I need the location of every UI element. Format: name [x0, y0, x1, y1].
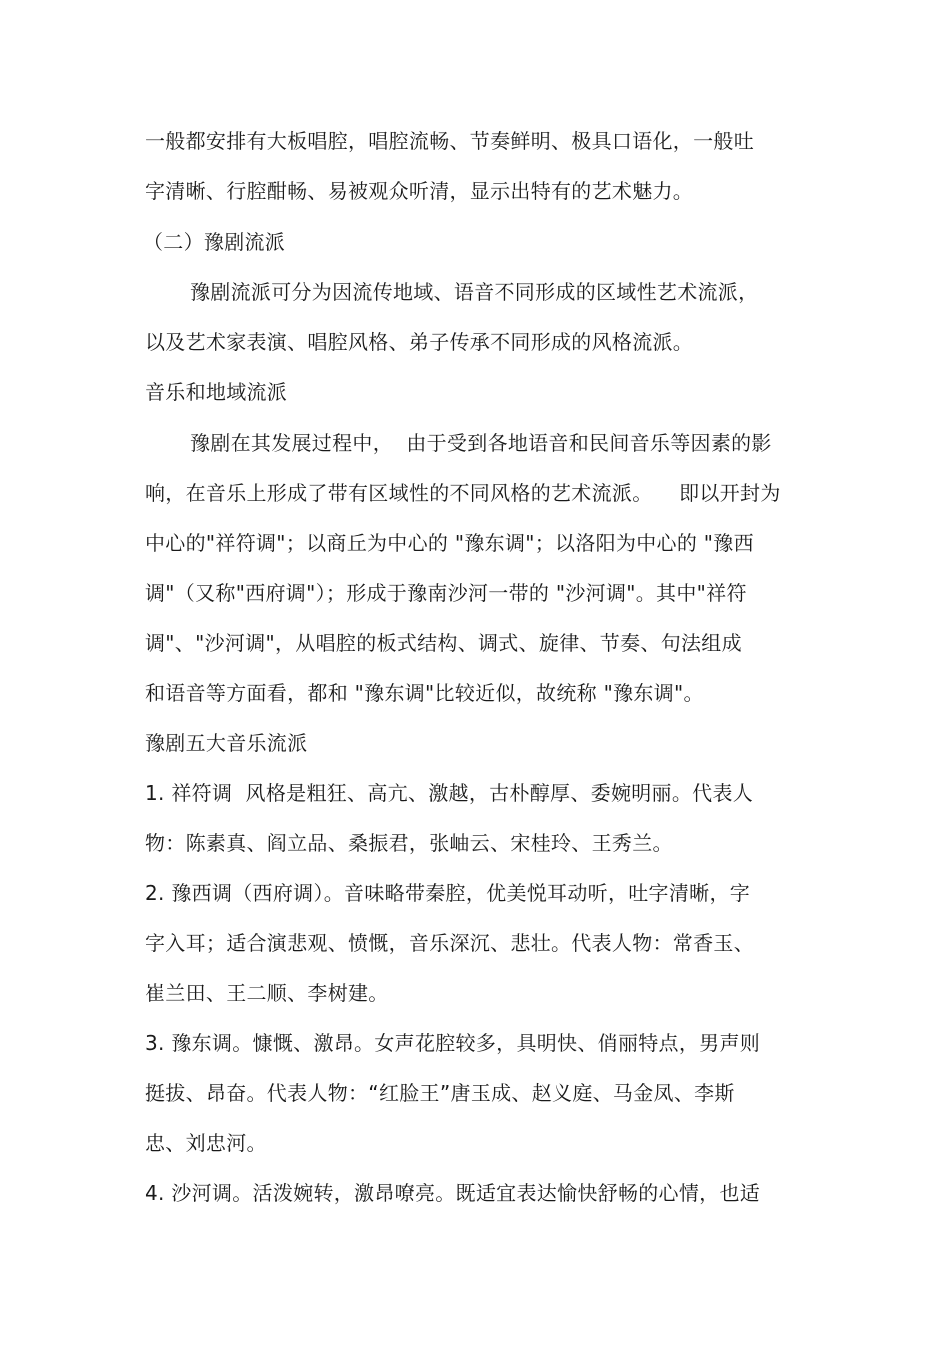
section-heading: （二）豫剧流派	[143, 230, 286, 254]
paragraph-first-line: 豫剧流派可分为因流传地域、语音不同形成的区域性艺术流派，	[190, 280, 759, 304]
body-text-line: 以及艺术家表演、唱腔风格、弟子传承不同形成的风格流派。	[145, 330, 694, 354]
list-item-line: 1. 祥符调 风格是粗狂、高亢、激越，古朴醇厚、委婉明丽。代表人	[145, 781, 754, 805]
list-item-line: 2. 豫西调（西府调）。音味略带秦腔，优美悦耳动听，吐字清晰，字	[145, 881, 751, 905]
body-text-line: 调"、"沙河调"，从唱腔的板式结构、调式、旋律、节奏、句法组成	[145, 631, 742, 655]
list-item-line: 挺拔、昂奋。代表人物：“红脸王”唐玉成、赵义庭、马金凤、李斯	[145, 1081, 735, 1105]
subsection-heading: 音乐和地域流派	[145, 380, 288, 404]
body-text-line: 响，在音乐上形成了带有区域性的不同风格的艺术流派。 即以开封为	[145, 481, 781, 505]
list-item-line: 物：陈素真、阎立品、桑振君，张岫云、宋桂玲、王秀兰。	[145, 831, 673, 855]
list-item-line: 忠、刘忠河。	[145, 1131, 267, 1155]
body-text-line: 和语音等方面看，都和 "豫东调"比较近似，故统称 "豫东调"。	[145, 681, 704, 705]
body-text-line: 调"（又称"西府调"）；形成于豫南沙河一带的 "沙河调"。其中"祥符	[145, 581, 747, 605]
list-item-line: 崔兰田、王二顺、李树建。	[145, 981, 389, 1005]
body-text-line: 字清晰、行腔酣畅、易被观众听清，显示出特有的艺术魅力。	[145, 179, 694, 203]
list-item-line: 字入耳；适合演悲观、愤慨，音乐深沉、悲壮。代表人物：常香玉、	[145, 931, 754, 955]
body-text-line: 中心的"祥符调"；以商丘为中心的 "豫东调"；以洛阳为中心的 "豫西	[145, 531, 754, 555]
list-item-line: 4. 沙河调。活泼婉转，激昂嘹亮。既适宜表达愉快舒畅的心情，也适	[145, 1181, 761, 1205]
list-item-line: 3. 豫东调。慷慨、激昂。女声花腔较多，具明快、俏丽特点，男声则	[145, 1031, 761, 1055]
paragraph-first-line: 豫剧在其发展过程中， 由于受到各地语音和民间音乐等因素的影	[190, 431, 772, 455]
body-text-line: 一般都安排有大板唱腔，唱腔流畅、节奏鲜明、极具口语化，一般吐	[145, 129, 754, 153]
subsection-heading: 豫剧五大音乐流派	[145, 731, 308, 755]
